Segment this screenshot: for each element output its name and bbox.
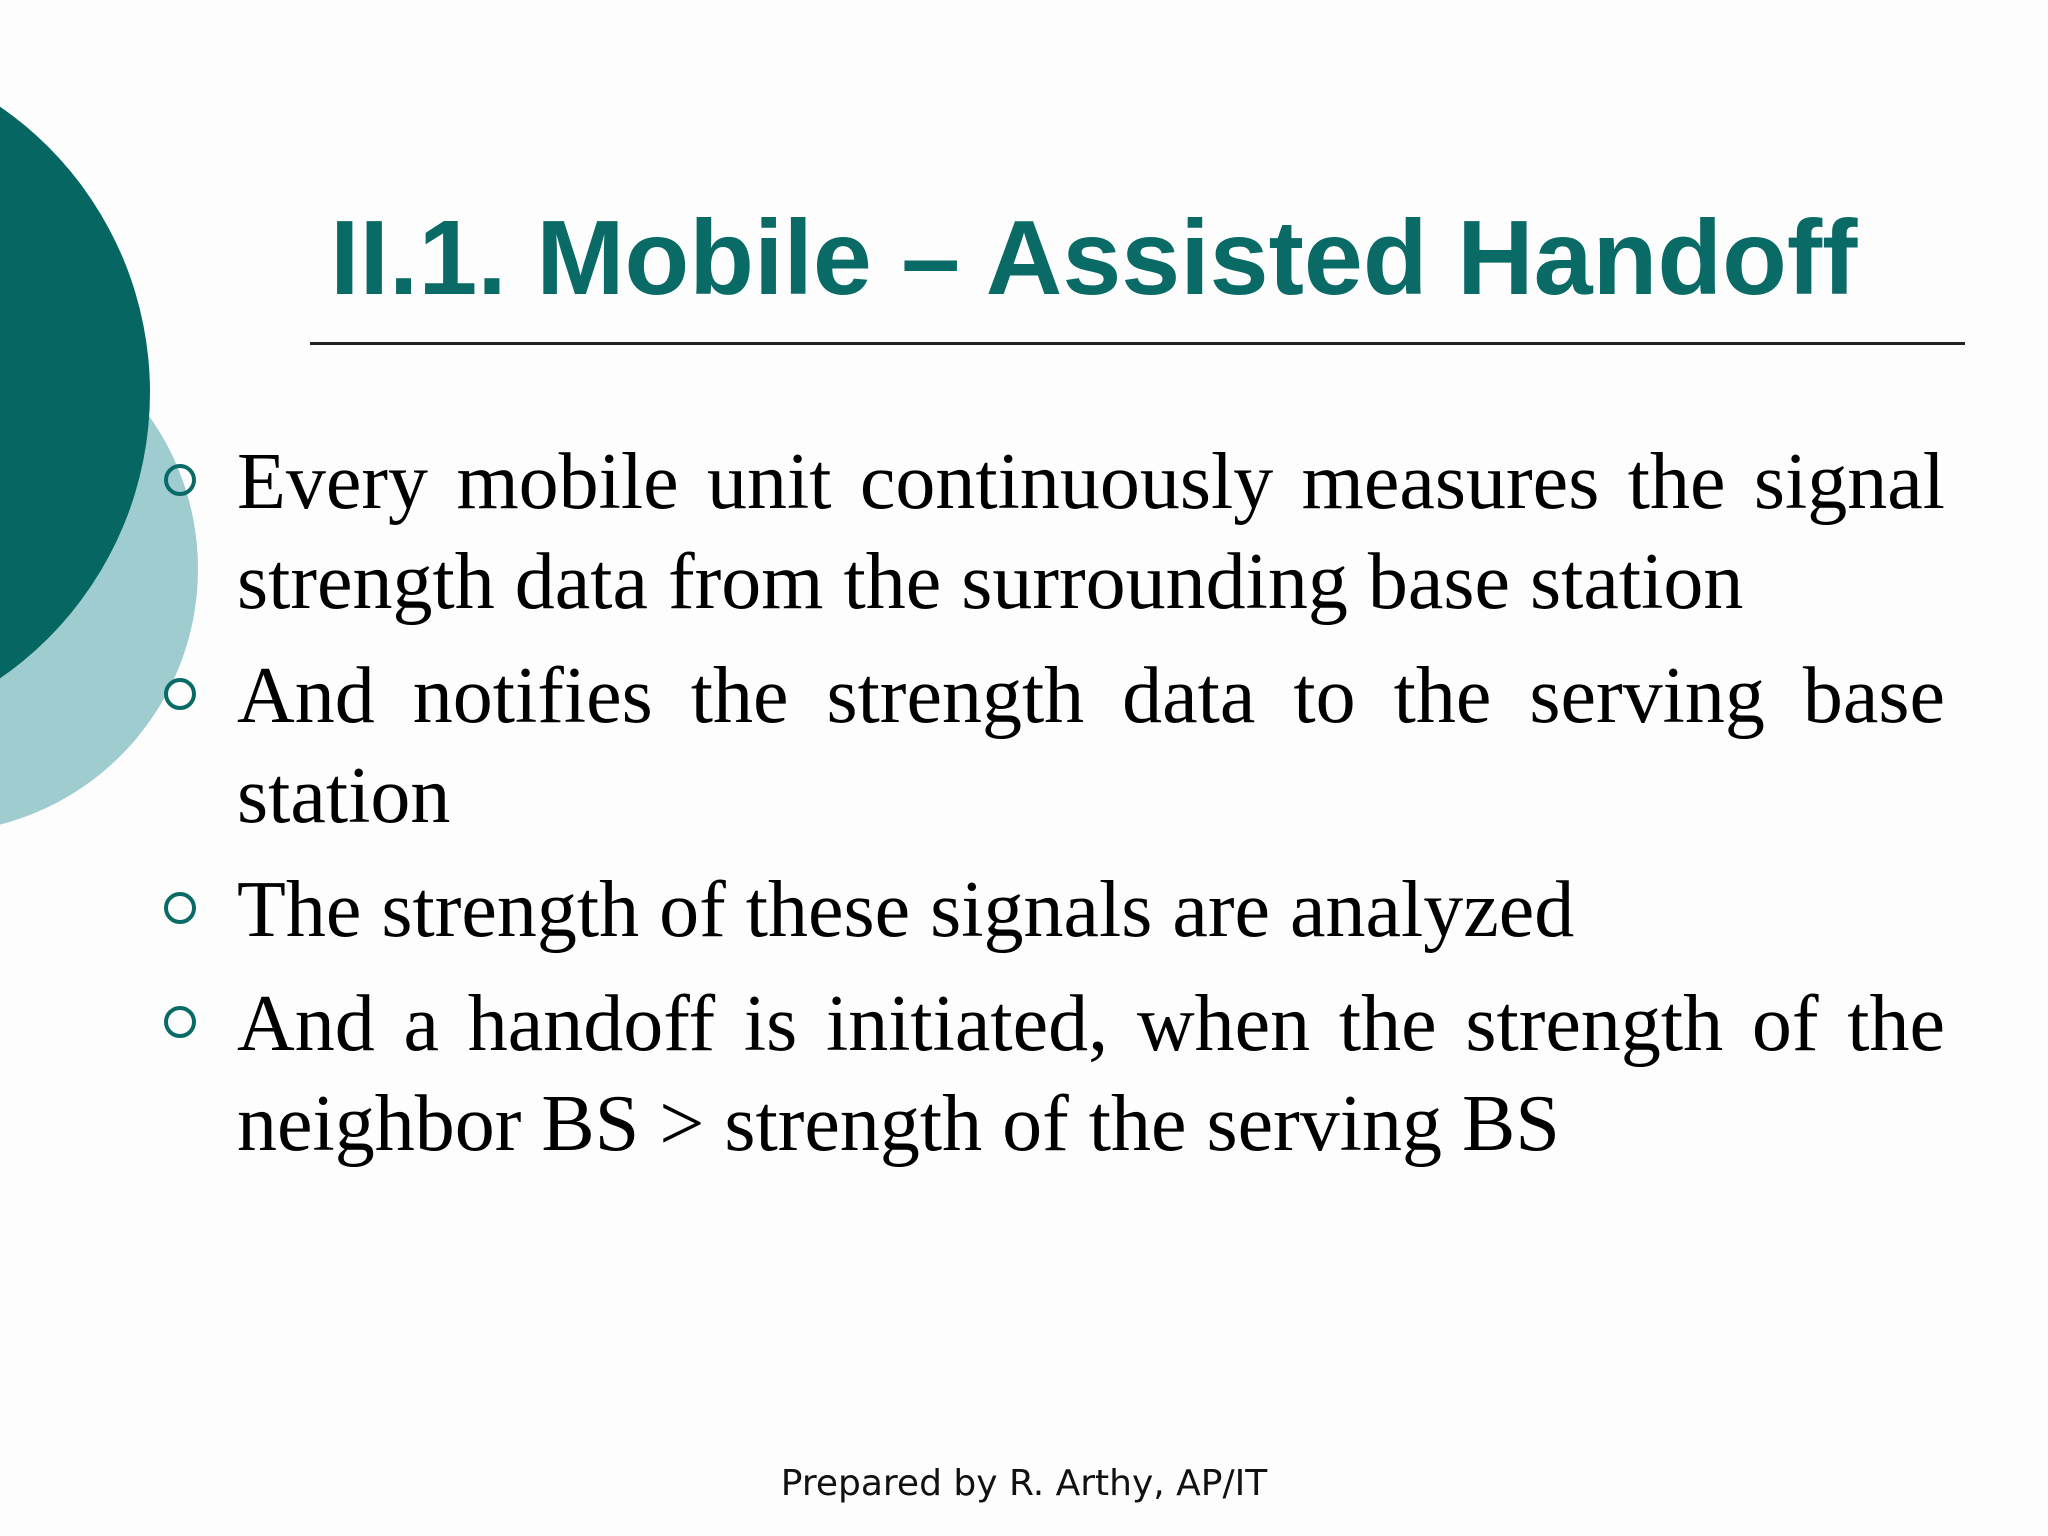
list-item <box>160 646 1945 846</box>
hollow-circle-bullet-icon <box>164 678 196 710</box>
hollow-circle-bullet-icon <box>164 464 196 496</box>
title-divider <box>310 342 1965 345</box>
slide-footer: Prepared by R. Arthy, AP/IT <box>780 1463 1268 1504</box>
bullet-list <box>160 432 1945 1188</box>
list-item <box>160 860 1945 960</box>
bullet-text: The strength of these signals are analyzed <box>237 866 1575 954</box>
bullet-text: And notifies the strength data to the serving base station <box>237 652 1945 840</box>
hollow-circle-bullet-icon <box>164 892 196 924</box>
list-item <box>160 974 1945 1174</box>
bullet-text: Every mobile unit continuously measures the signal strength data from the surrounding base station <box>237 438 1945 626</box>
hollow-circle-bullet-icon <box>164 1006 196 1038</box>
slide-title: II.1. Mobile – Assisted Handoff <box>330 199 1858 317</box>
bullet-text: And a handoff is initiated, when the strength of the neighbor BS > strength of the serving BS <box>237 980 1945 1168</box>
list-item <box>160 432 1945 632</box>
